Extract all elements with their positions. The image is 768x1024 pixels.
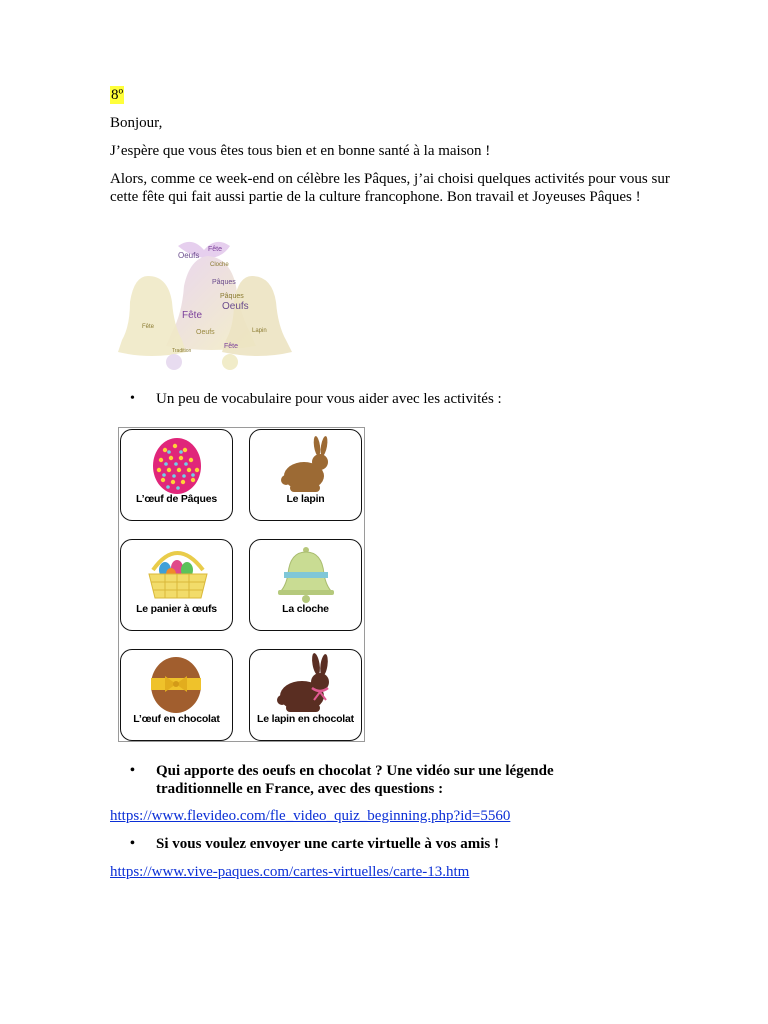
bells-word: Lapin — [252, 328, 267, 334]
grade-label: 8º — [111, 87, 124, 103]
bells-word: Oeufs — [196, 329, 215, 336]
bells-word: Pâques — [220, 293, 244, 300]
vocab-card-label: L’œuf de Pâques — [135, 493, 217, 505]
bells-word: Oeufs — [222, 301, 249, 312]
bells-word: Fête — [142, 324, 155, 330]
bells-word: Fête — [182, 310, 203, 321]
video-bullet-text: Qui apporte des oeufs en chocolat ? Une vidéo sur une légende traditionnelle en France, avec des questions : — [156, 763, 554, 797]
bullet-symbol: • — [130, 391, 135, 406]
vocab-card-chocolate-egg — [120, 649, 233, 741]
easter-bells-word-cloud-image — [112, 236, 308, 376]
vocab-card-easter-egg — [120, 429, 233, 521]
bells-word: Cloche — [210, 262, 229, 268]
vocab-card-label: La cloche — [282, 603, 329, 615]
card-bullet-text: Si vous voulez envoyer une carte virtuelle à vos amis ! — [156, 836, 500, 852]
easter-paragraph: Alors, comme ce week-end on célèbre les Pâques, j’ai choisi quelques activités pour vous sur cette fête qui fait aussi partie de la culture francophone. Bon travail et Joyeuses Pâques ! — [110, 171, 670, 205]
greeting: Bonjour, — [110, 115, 163, 131]
bells-word: Tradition — [172, 348, 192, 354]
vocab-card-egg-basket — [120, 539, 233, 631]
video-bullet — [130, 762, 670, 798]
chocolate-egg-icon — [121, 650, 234, 742]
bells-word: Fête — [208, 246, 223, 253]
vocabulary-card-grid — [118, 427, 365, 742]
bullet-symbol: • — [130, 763, 135, 778]
bell-icon — [250, 540, 363, 632]
rabbit-icon — [250, 430, 363, 522]
bullet-symbol: • — [130, 836, 135, 851]
easter-egg-icon — [121, 430, 234, 522]
vocab-card-label: Le lapin en chocolat — [257, 713, 354, 725]
egg-basket-icon — [121, 540, 234, 632]
intro-paragraph: J’espère que vous êtes tous bien et en bonne santé à la maison ! — [110, 143, 491, 159]
vocabulary-bullet-text: Un peu de vocabulaire pour vous aider avec les activités : — [156, 391, 502, 407]
card-bullet — [130, 835, 670, 853]
vocab-card-rabbit — [249, 429, 362, 521]
vocab-card-chocolate-rabbit — [249, 649, 362, 741]
video-quiz-link[interactable]: https://www.flevideo.com/fle_video_quiz_beginning.php?id=5560 — [110, 808, 511, 824]
vocab-card-bell — [249, 539, 362, 631]
bells-word: Oeufs — [178, 251, 200, 260]
vocabulary-bullet — [130, 390, 670, 408]
vocab-card-label: Le panier à œufs — [136, 603, 217, 615]
vocab-card-label: L’œuf en chocolat — [133, 713, 220, 725]
chocolate-rabbit-icon — [250, 650, 363, 742]
bells-word: Fête — [224, 343, 239, 350]
bells-word: Pâques — [212, 279, 236, 286]
vocab-card-label: Le lapin — [286, 493, 325, 505]
virtual-card-link[interactable]: https://www.vive-paques.com/cartes-virtuelles/carte-13.htm — [110, 864, 470, 880]
